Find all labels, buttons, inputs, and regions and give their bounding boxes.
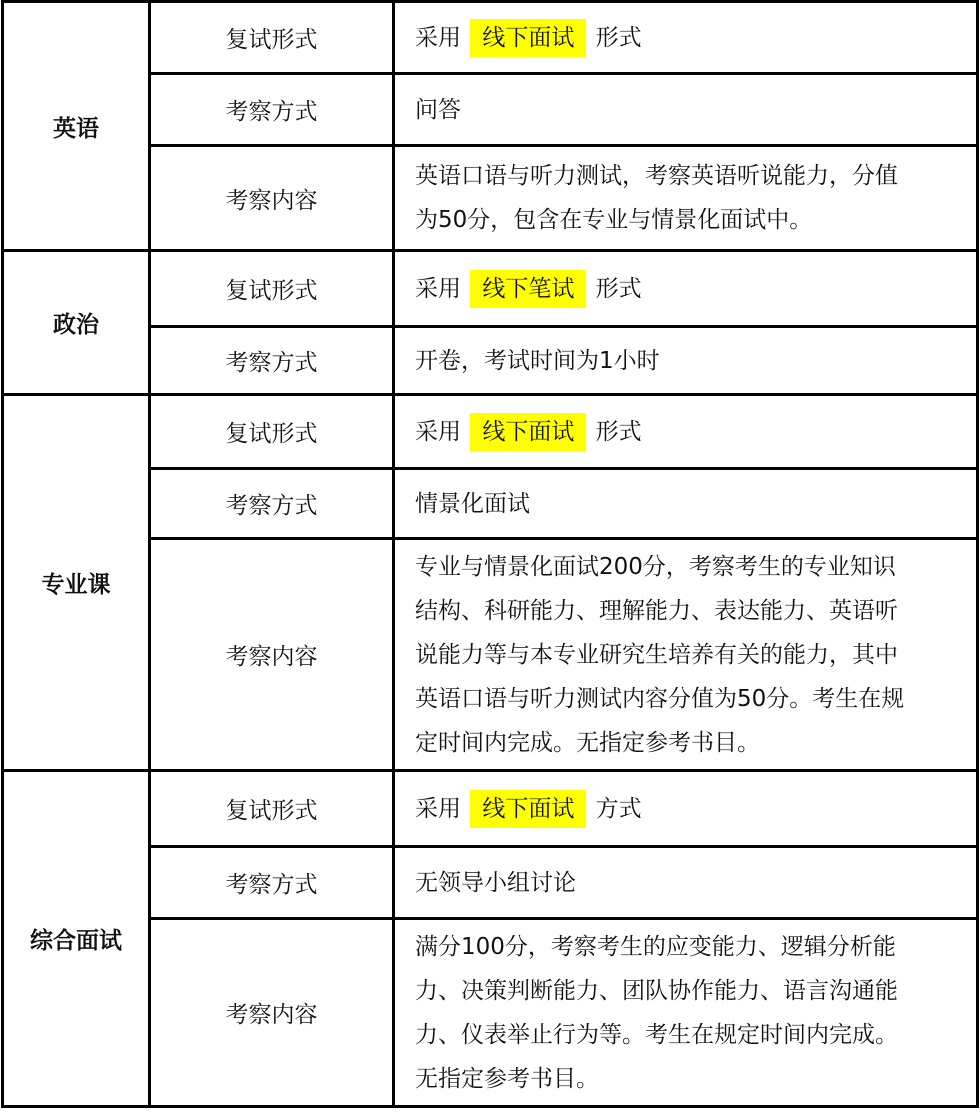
value-cell xyxy=(394,539,978,771)
value-line: 英语口语与听力测试内容分值为50分。考生在规 xyxy=(415,685,905,712)
label-cell: 考察内容 xyxy=(150,919,394,1107)
table-row xyxy=(3,469,978,539)
value-line: 定时间内完成。无指定参考书目。 xyxy=(415,729,760,756)
value-line: 开卷，考试时间为1小时 xyxy=(415,347,660,374)
label-cell: 复试形式 xyxy=(150,771,394,847)
table-row xyxy=(3,771,978,847)
value-cell xyxy=(394,251,978,327)
label-cell: 复试形式 xyxy=(150,251,394,327)
value-cell xyxy=(394,74,978,146)
value-prefix: 采用 xyxy=(415,275,461,302)
highlighted-text: 线下面试 xyxy=(470,413,586,451)
value-cell xyxy=(394,771,978,847)
label-cell: 考察内容 xyxy=(150,146,394,251)
value-cell xyxy=(394,327,978,395)
value-prefix: 采用 xyxy=(415,795,461,822)
value-line: 为50分，包含在专业与情景化面试中。 xyxy=(415,207,813,233)
value-prefix: 采用 xyxy=(415,418,461,445)
table-row xyxy=(3,251,978,327)
value-line: 结构、科研能力、理解能力、表达能力、英语听 xyxy=(415,597,898,624)
value-line: 力、仪表举止行为等。考生在规定时间内完成。 xyxy=(415,1021,898,1048)
category-cell: 专业课 xyxy=(3,395,150,771)
value-suffix: 形式 xyxy=(595,418,642,445)
value-cell xyxy=(394,2,978,74)
table-row xyxy=(3,847,978,919)
value-cell xyxy=(394,395,978,469)
value-line: 情景化面试 xyxy=(415,490,530,517)
value-suffix: 形式 xyxy=(595,24,642,51)
value-cell xyxy=(394,469,978,539)
value-prefix: 采用 xyxy=(415,24,461,51)
label-cell: 考察方式 xyxy=(150,74,394,146)
table-row xyxy=(3,2,978,74)
value-cell xyxy=(394,847,978,919)
value-line: 问答 xyxy=(415,96,461,123)
table-row xyxy=(3,74,978,146)
category-cell: 政治 xyxy=(3,251,150,395)
highlighted-text: 线下面试 xyxy=(470,790,586,828)
category-cell: 综合面试 xyxy=(3,771,150,1107)
highlighted-text: 线下面试 xyxy=(470,19,586,57)
label-cell: 复试形式 xyxy=(150,395,394,469)
value-line: 无领导小组讨论 xyxy=(415,869,576,896)
value-line: 满分100分，考察考生的应变能力、逻辑分析能 xyxy=(415,933,896,960)
value-line: 无指定参考书目。 xyxy=(415,1065,599,1092)
retest-table xyxy=(1,0,979,1108)
label-cell: 考察内容 xyxy=(150,539,394,771)
table-row xyxy=(3,146,978,251)
table-row xyxy=(3,539,978,771)
label-cell: 考察方式 xyxy=(150,847,394,919)
value-cell xyxy=(394,919,978,1107)
value-line: 力、决策判断能力、团队协作能力、语言沟通能 xyxy=(415,977,898,1004)
table-row xyxy=(3,395,978,469)
value-cell xyxy=(394,146,978,251)
table-row xyxy=(3,327,978,395)
value-suffix: 形式 xyxy=(595,275,642,302)
category-cell: 英语 xyxy=(3,2,150,251)
highlighted-text: 线下笔试 xyxy=(470,270,586,308)
value-line: 英语口语与听力测试，考察英语听说能力，分值 xyxy=(415,163,898,189)
label-cell: 考察方式 xyxy=(150,469,394,539)
table-row xyxy=(3,919,978,1107)
label-cell: 复试形式 xyxy=(150,2,394,74)
value-line: 说能力等与本专业研究生培养有关的能力，其中 xyxy=(415,641,898,668)
value-line: 专业与情景化面试200分，考察考生的专业知识 xyxy=(415,553,896,580)
value-suffix: 方式 xyxy=(595,795,642,822)
label-cell: 考察方式 xyxy=(150,327,394,395)
